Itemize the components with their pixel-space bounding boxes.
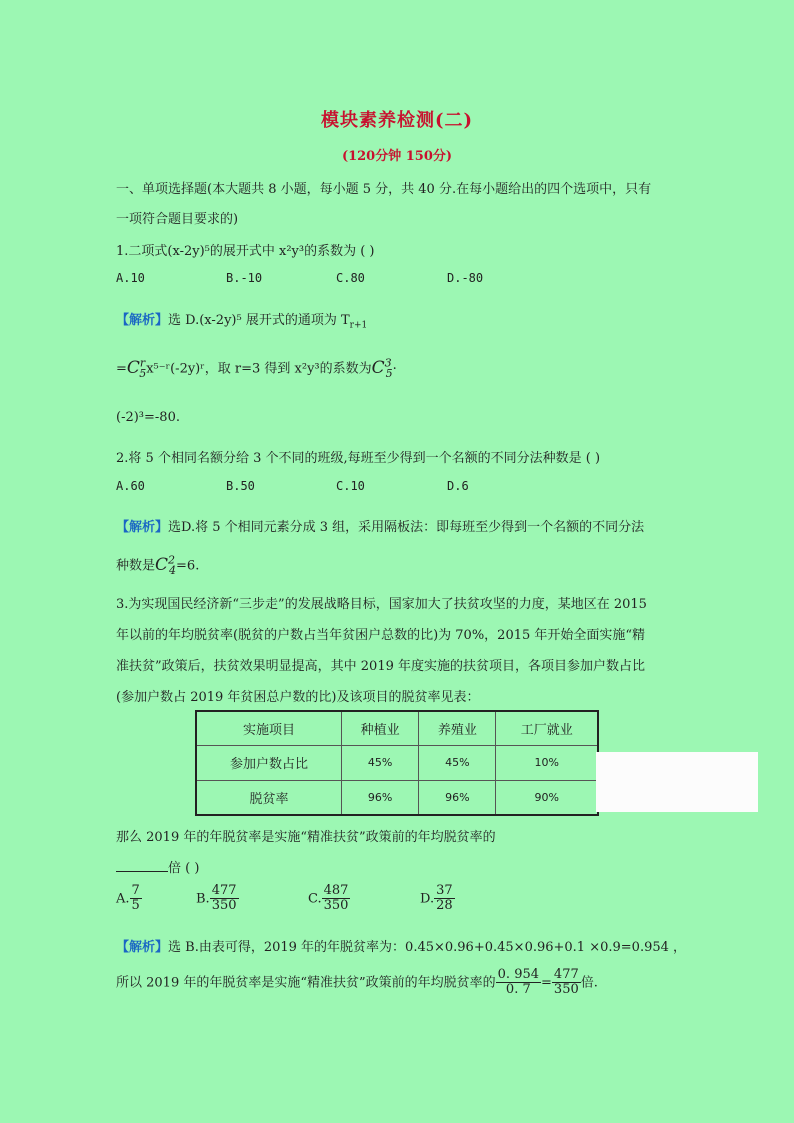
option-fraction — [434, 884, 455, 914]
table-cell: 90% — [496, 780, 598, 815]
q1-option-b: B.-10 — [226, 271, 263, 285]
fraction-numerator: 477 — [553, 967, 579, 982]
q3-solution-line2 — [116, 968, 598, 998]
fraction-numerator: 37 — [436, 883, 453, 898]
binomial-c42: $C^2_4$ — [155, 553, 177, 578]
table-cell: 45% — [419, 746, 496, 780]
binomial-top: r — [139, 356, 146, 369]
table-cell: 45% — [342, 746, 419, 780]
q3-stem-line6-text: 倍 ( ) — [168, 861, 200, 876]
q3-solution-text: 选 B.由表可得，2019 年的年脱贫率为：0.45×0.96+0.45×0.96+0.1 ×0.9=0.954 ， — [168, 940, 687, 955]
table-header-row — [196, 711, 598, 746]
q3-solution-tail: 倍. — [580, 975, 598, 991]
q3-stem-line4: (参加户数占 2019 年贫困总户数的比)及该项目的脱贫率见表： — [116, 690, 480, 705]
q2-solution-text: 选D.将 5 个相同元素分成 3 组，采用隔板法：即每班至少得到一个名额的不同分法 — [168, 520, 645, 535]
page-subtitle: (120分钟 150分) — [341, 149, 453, 164]
q3-stem-line6 — [116, 857, 199, 876]
q1-solution-line2 — [116, 356, 397, 380]
q3-option-a — [116, 884, 142, 914]
table-cell: 96% — [419, 780, 496, 815]
option-label: D. — [420, 891, 435, 907]
fraction-numerator: 477 — [211, 883, 237, 898]
white-overlay-patch — [596, 752, 758, 812]
option-label: B. — [196, 891, 210, 907]
poverty-table — [195, 710, 599, 816]
fraction-numerator: 0. 954 — [497, 967, 540, 982]
section-heading-line1: 一、单项选择题(本大题共 8 小题，每小题 5 分，共 40 分.在每小题给出的四个选项中，只有 — [116, 182, 652, 197]
binomial-top: 3 — [384, 356, 392, 369]
answer-blank — [116, 859, 168, 872]
q1-stem: 1.二项式(x-2y)⁵的展开式中 x²y³的系数为 ( ) — [116, 244, 375, 259]
q2-option-d: D.6 — [447, 479, 469, 493]
binomial-bottom: 5 — [385, 367, 393, 381]
q3-stem-line2: 年以前的年均脱贫率(脱贫的户数占当年贫困户总数的比)为 70%，2015 年开始全面实施“精 — [116, 628, 646, 643]
q3-option-d — [420, 884, 455, 914]
q3-solution-line1 — [116, 936, 686, 955]
q1-solution-sub: r+1 — [349, 320, 368, 331]
q2-option-c: C.10 — [336, 479, 365, 493]
equals-sign: = — [541, 975, 552, 991]
option-fraction — [322, 884, 351, 914]
solution-tag: 【解析】 — [116, 313, 169, 328]
table-row — [196, 746, 598, 780]
q2-solution-line1 — [116, 516, 644, 535]
section-heading-line2: 一项符合题目要求的) — [116, 212, 239, 227]
q1-option-d: D.-80 — [447, 271, 484, 285]
fraction-denominator: 350 — [553, 982, 579, 998]
page-title: 模块素养检测(二) — [320, 110, 474, 131]
q2-stem: 2.将 5 个相同名额分给 3 个不同的班级,每班至少得到一个名额的不同分法种数是 ( ) — [116, 451, 601, 466]
fraction-denominator: 0. 7 — [505, 982, 531, 998]
q2-solution-tail: =6. — [176, 558, 200, 574]
binomial-bottom: 4 — [169, 564, 177, 578]
q2-option-b: B.50 — [226, 479, 255, 493]
option-fraction — [210, 884, 239, 914]
binomial-bottom: 5 — [139, 367, 147, 381]
fraction-denominator: 28 — [436, 898, 453, 914]
fraction-denominator: 350 — [211, 898, 237, 914]
q1-solution-line1 — [116, 309, 367, 331]
option-label: A. — [116, 891, 130, 907]
solution-fraction — [496, 968, 541, 998]
q3-stem-line1: 3.为实现国民经济新“三步走”的发展战略目标，国家加大了扶贫攻坚的力度，某地区在 2015 — [116, 597, 647, 612]
binomial-c5r: $C^r_5$ — [126, 356, 147, 381]
q1-solution-tail: · — [392, 361, 397, 377]
q3-option-b — [196, 884, 239, 914]
option-fraction — [130, 884, 142, 914]
binomial-c53: $C^3_5$ — [371, 356, 393, 381]
binomial-top: 2 — [168, 553, 176, 566]
fraction-denominator: 350 — [323, 898, 349, 914]
q3-option-c — [308, 884, 350, 914]
q2-solution-line2 — [116, 553, 199, 577]
table-cell: 10% — [496, 746, 598, 780]
fraction-numerator: 487 — [323, 883, 349, 898]
solution-fraction — [552, 968, 581, 998]
equals-sign: = — [116, 361, 127, 377]
q3-stem-line5: 那么 2019 年的年脱贫率是实施“精准扶贫”政策前的年均脱贫率的 — [116, 830, 496, 845]
q1-solution-text2: x⁵⁻ʳ(-2y)ʳ，取 r=3 得到 x²y³的系数为 — [146, 361, 372, 377]
q1-solution-line3: (-2)³=-80. — [116, 410, 180, 425]
table-row — [196, 780, 598, 815]
q3-stem-line3: 准扶贫”政策后，扶贫效果明显提高，其中 2019 年度实施的扶贫项目，各项目参加户数占比 — [116, 659, 645, 674]
q1-solution-text: 选 D.(x-2y)⁵ 展开式的通项为 T — [168, 313, 350, 328]
table-cell: 脱贫率 — [196, 780, 342, 815]
table-header-cell: 种植业 — [342, 711, 419, 746]
solution-tag: 【解析】 — [116, 940, 169, 955]
table-header-cell: 实施项目 — [196, 711, 342, 746]
q2-option-a: A.60 — [116, 479, 145, 493]
q1-option-c: C.80 — [336, 271, 365, 285]
q2-solution-pre: 种数是 — [116, 558, 156, 574]
table-header-cell: 工厂就业 — [496, 711, 598, 746]
table-cell: 96% — [342, 780, 419, 815]
fraction-numerator: 7 — [131, 883, 140, 898]
solution-tag: 【解析】 — [116, 520, 169, 535]
q3-solution-pre: 所以 2019 年的年脱贫率是实施“精准扶贫”政策前的年均脱贫率的 — [116, 975, 496, 991]
option-label: C. — [308, 891, 322, 907]
table-header-cell: 养殖业 — [419, 711, 496, 746]
fraction-denominator: 5 — [131, 898, 140, 914]
table-cell: 参加户数占比 — [196, 746, 342, 780]
q1-option-a: A.10 — [116, 271, 145, 285]
